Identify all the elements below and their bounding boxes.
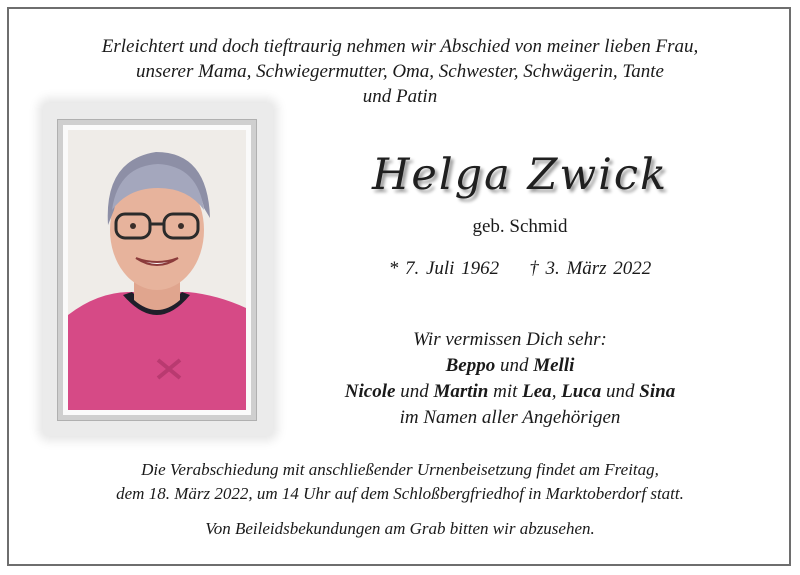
portrait-frame: [43, 103, 273, 436]
connector: und: [400, 381, 429, 402]
mourner-name: Sina: [639, 381, 676, 402]
portrait-border: [57, 119, 257, 421]
mourner-name: Lea: [522, 381, 552, 402]
birth-date: * 7. Juli 1962: [388, 258, 500, 279]
relatives-line: im Namen aller Angehörigen: [399, 407, 621, 428]
closing-note: Von Beileidsbekundungen am Grab bitten wir abzusehen.: [205, 519, 595, 538]
connector: und: [499, 355, 529, 376]
portrait-illustration: [68, 130, 246, 410]
connector: mit: [493, 381, 518, 402]
service-line: dem 18. März 2022, um 14 Uhr auf dem Schloßbergfriedhof in Marktoberdorf statt.: [116, 484, 684, 503]
intro-line: und Patin: [362, 86, 438, 107]
mourner-name: Melli: [533, 355, 575, 376]
miss-line: Wir vermissen Dich sehr:: [413, 329, 607, 350]
life-dates: [360, 258, 680, 280]
intro-line: unserer Mama, Schwiegermutter, Oma, Schwester, Schwägerin, Tante: [136, 61, 664, 82]
intro-line: Erleichtert und doch tieftraurig nehmen wir Abschied von meiner lieben Frau,: [101, 36, 699, 57]
mourner-name: Luca: [561, 381, 602, 402]
death-date: † 3. März 2022: [529, 258, 652, 279]
deceased-name: Helga Zwick: [371, 150, 669, 200]
service-line: Die Verabschiedung mit anschließender Urnenbeisetzung findet am Freitag,: [141, 460, 659, 479]
mourners-line-2: [300, 379, 720, 405]
mourner-name: Martin: [433, 381, 489, 402]
mourner-name: Nicole: [344, 381, 396, 402]
mourners-line-1: [300, 353, 720, 379]
separator: ,: [551, 381, 557, 402]
service-info: [20, 458, 780, 506]
connector: und: [606, 381, 635, 402]
portrait-mat: [63, 125, 251, 415]
portrait-photo: [68, 130, 246, 410]
mourner-name: Beppo: [445, 355, 496, 376]
mourners-block: [300, 327, 720, 431]
intro-text: [20, 34, 780, 109]
maiden-name: geb. Schmid: [472, 216, 568, 237]
